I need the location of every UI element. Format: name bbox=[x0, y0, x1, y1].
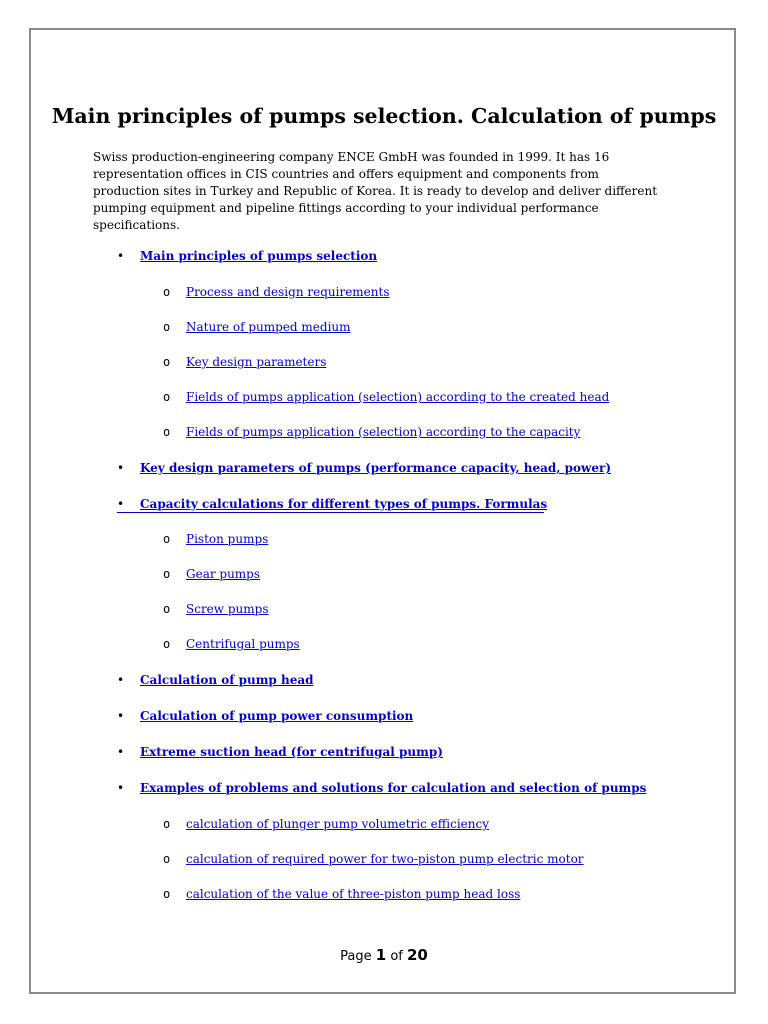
toc-link-capacity-calculations[interactable]: Capacity calculations for different types of pumps. Formulas bbox=[140, 497, 548, 511]
toc-link-plunger-efficiency[interactable]: calculation of plunger pump volumetric efficiency bbox=[186, 817, 489, 831]
circle-bullet-icon: o bbox=[163, 320, 171, 334]
toc-link-three-piston-loss[interactable]: calculation of the value of three-piston pump head loss bbox=[186, 887, 521, 901]
circle-bullet-icon: o bbox=[163, 425, 171, 439]
toc-link-pumped-medium[interactable]: Nature of pumped medium bbox=[186, 320, 351, 334]
intro-line: Swiss production-engineering company ENCE GmbH was founded in 1999. It has 16 bbox=[93, 150, 610, 164]
of-word: of bbox=[390, 949, 403, 964]
bullet-icon: • bbox=[117, 781, 125, 795]
toc-link-screw-pumps[interactable]: Screw pumps bbox=[186, 602, 269, 616]
circle-bullet-icon: o bbox=[163, 887, 171, 901]
bullet-icon: • bbox=[117, 497, 125, 511]
intro-line: specifications. bbox=[93, 218, 180, 232]
circle-bullet-icon: o bbox=[163, 637, 171, 651]
toc-link-piston-pumps[interactable]: Piston pumps bbox=[186, 532, 269, 546]
toc-link-pump-head[interactable]: Calculation of pump head bbox=[140, 673, 314, 687]
circle-bullet-icon: o bbox=[163, 817, 171, 831]
bullet-icon: • bbox=[117, 249, 125, 263]
toc-link-application-head[interactable]: Fields of pumps application (selection) according to the created head bbox=[186, 390, 610, 404]
circle-bullet-icon: o bbox=[163, 532, 171, 546]
intro-line: representation offices in CIS countries and offers equipment and components from bbox=[93, 167, 599, 181]
circle-bullet-icon: o bbox=[163, 567, 171, 581]
bullet-icon: • bbox=[117, 709, 125, 723]
toc-link-key-design-parameters[interactable]: Key design parameters bbox=[186, 355, 327, 369]
circle-bullet-icon: o bbox=[163, 355, 171, 369]
page-current: 1 bbox=[375, 946, 387, 964]
page-word: Page bbox=[340, 949, 372, 964]
bullet-icon: • bbox=[117, 745, 125, 759]
page-footer bbox=[0, 946, 768, 964]
toc-link-gear-pumps[interactable]: Gear pumps bbox=[186, 567, 261, 581]
toc-link-process-design[interactable]: Process and design requirements bbox=[186, 285, 390, 299]
toc-link-two-piston-power[interactable]: calculation of required power for two-piston pump electric motor bbox=[186, 852, 584, 866]
toc-link-centrifugal-pumps[interactable]: Centrifugal pumps bbox=[186, 637, 300, 651]
bullet-icon: • bbox=[117, 673, 125, 687]
circle-bullet-icon: o bbox=[163, 852, 171, 866]
toc-link-suction-head[interactable]: Extreme suction head (for centrifugal pump) bbox=[140, 745, 443, 759]
intro-line: production sites in Turkey and Republic of Korea. It is ready to develop and deliver different bbox=[93, 184, 658, 198]
bullet-icon: • bbox=[117, 461, 125, 475]
toc-link-main-principles[interactable]: Main principles of pumps selection bbox=[140, 249, 378, 263]
page-total: 20 bbox=[407, 946, 428, 964]
circle-bullet-icon: o bbox=[163, 602, 171, 616]
intro-paragraph bbox=[93, 149, 683, 234]
circle-bullet-icon: o bbox=[163, 390, 171, 404]
circle-bullet-icon: o bbox=[163, 285, 171, 299]
intro-line: pumping equipment and pipeline fittings according to your individual performance bbox=[93, 201, 599, 215]
toc-link-application-capacity[interactable]: Fields of pumps application (selection) according to the capacity bbox=[186, 425, 581, 439]
toc-link-key-parameters-pumps[interactable]: Key design parameters of pumps (performance capacity, head, power) bbox=[140, 461, 611, 475]
document-title: Main principles of pumps selection. Calculation of pumps bbox=[51, 104, 717, 128]
toc-link-power-consumption[interactable]: Calculation of pump power consumption bbox=[140, 709, 414, 723]
link-underline bbox=[117, 512, 544, 513]
toc-link-examples[interactable]: Examples of problems and solutions for calculation and selection of pumps bbox=[140, 781, 647, 795]
